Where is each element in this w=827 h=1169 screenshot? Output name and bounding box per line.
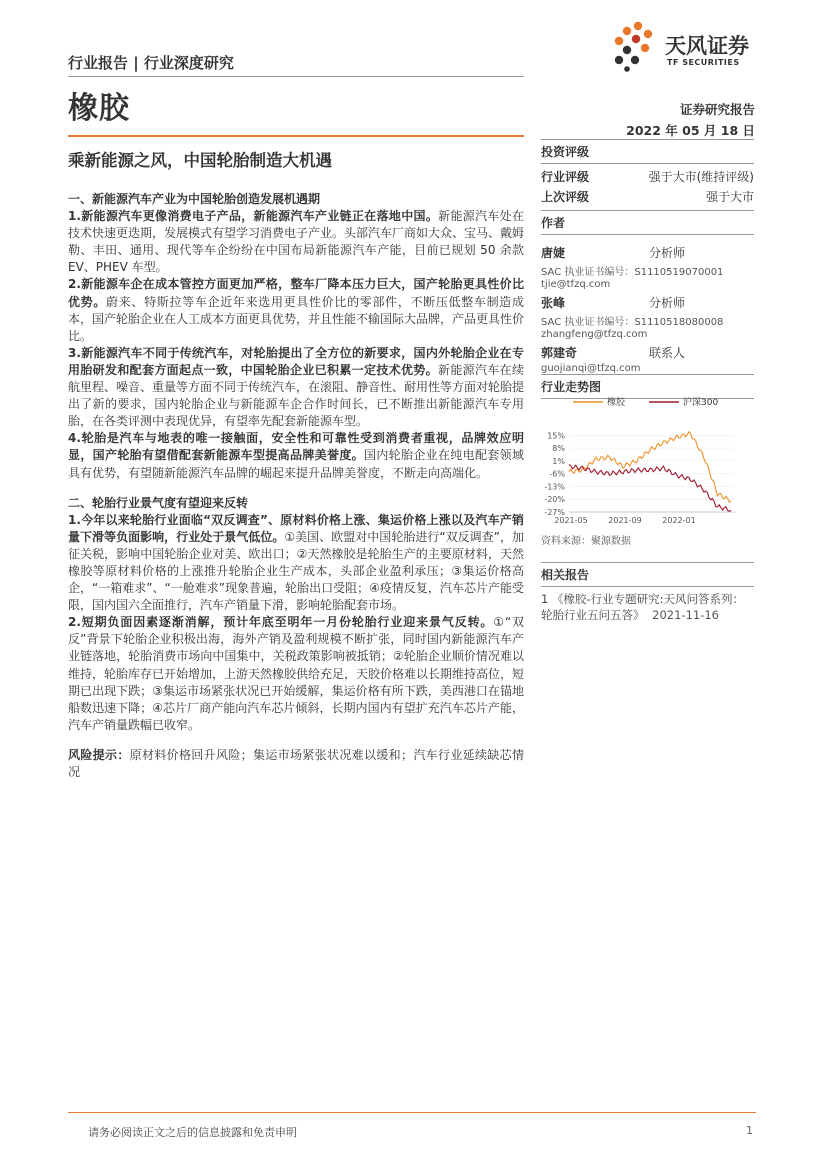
paragraph (68, 208, 524, 276)
industry-rating-row (541, 168, 754, 185)
related-report-date: 2021-11-16 (652, 608, 719, 622)
page-title: 橡胶 (68, 91, 130, 126)
prev-rating-label: 上次评级 (541, 190, 590, 204)
section-heading: 二、轮胎行业景气度有望迎来反转 (68, 495, 249, 510)
report-type: 行业报告 | 行业深度研究 (68, 54, 234, 72)
author-card (541, 344, 754, 374)
author-card (541, 294, 754, 340)
paragraph (68, 614, 524, 734)
author-email[interactable]: zhangfeng@tfzq.com (541, 329, 648, 340)
paragraph-text: 新能源汽车处在技术快速更迭期，发展模式有望学习消费电子产业。头部汽车厂商如大众、宝马、戴姆勒、丰田、通用、现代等车企纷纷在中国布局新能源汽车产能，目前已规划 50 余款 EV、PHEV 车型。 (68, 209, 525, 275)
related-report-title: 1 《橡胶-行业专题研究:天风问答系列：轮胎行业五问五答》 (541, 592, 744, 622)
main-body (68, 191, 524, 781)
paragraph-lead: 2.短期负面因素逐渐消解，预计年底至明年一月份轮胎行业迎来景气反转。 (68, 615, 494, 630)
x-tick-label: 2021-05 (554, 516, 588, 525)
author-role: 联系人 (649, 346, 686, 360)
paragraph-lead: 3.新能源汽车不同于传统汽车，对轮胎提出了全方位的新要求，国内外轮胎企业在专用胎研发和配套方面起点一致，中国轮胎企业已积累一定技术优势。 (68, 345, 524, 377)
y-tick-label: -27% (544, 508, 565, 517)
paragraph-lead: 1.新能源汽车更像消费电子产品，新能源汽车产业链正在落地中国。 (68, 209, 439, 224)
logo-text: 天风证券 (665, 34, 749, 58)
related-report-link[interactable] (541, 591, 754, 623)
report-subtitle: 乘新能源之风，中国轮胎制造大机遇 (68, 151, 332, 170)
x-tick-label: 2022-01 (662, 516, 696, 525)
related-section (541, 562, 754, 623)
logo-mark-icon (610, 20, 660, 72)
authors-section (541, 210, 754, 374)
risk-text: 原材料价格回升风险；集运市场紧张状况难以缓和；汽车行业延续缺芯情况 (68, 747, 524, 779)
footer-divider (68, 1112, 756, 1113)
industry-rating-value: 强于大市(维持评级) (648, 170, 754, 184)
title-accent-bar (68, 135, 524, 137)
y-tick-label: -13% (544, 482, 565, 492)
series-line-1 (569, 465, 731, 512)
author-email[interactable]: tjie@tfzq.com (541, 279, 611, 290)
x-tick-label: 2021-09 (608, 516, 642, 525)
author-card (541, 244, 754, 290)
chart-source: 资料来源：聚源数据 (541, 536, 631, 547)
author-email[interactable]: guojianqi@tfzq.com (541, 363, 641, 374)
y-tick-label: 15% (547, 431, 565, 441)
paragraph-text: 新能源汽车在续航里程、噪音、重量等方面不同于传统汽车，在滚阻、静音性、耐用性等方面对轮胎提出了新的要求，国内轮胎企业与新能源车企合作时间长，已不断推出新能源汽车专用胎，在各类评测中表现优异，有望率先配套新能源车型。 (68, 362, 525, 429)
legend-label: 橡胶 (607, 398, 626, 408)
sidebar (541, 139, 754, 205)
footer-disclaimer[interactable]: 请务必阅读正文之后的信息披露和免责申明 (88, 1126, 297, 1139)
paragraph (68, 345, 524, 430)
section-heading: 一、新能源汽车产业为中国轮胎创造发展机遇期 (68, 192, 321, 206)
paragraph (68, 276, 524, 344)
related-heading: 相关报告 (541, 568, 590, 582)
trend-heading: 行业走势图 (541, 380, 602, 394)
paragraph-lead: 4.轮胎是汽车与地表的唯一接触面，安全性和可靠性受到消费者重视，品牌效应明显，国产轮胎有望借配套新能源车型提高品牌美誉度。 (68, 431, 524, 463)
author-name: 唐婕 (541, 246, 566, 260)
prev-rating-value: 强于大市 (705, 190, 754, 204)
page-number: 1 (746, 1124, 753, 1137)
paragraph-text: 国内轮胎企业在纯电配套领域具有优势，有望随新能源汽车品牌的崛起来提升品牌美誉度，不断走向高端化。 (68, 448, 524, 480)
author-role: 分析师 (649, 296, 686, 310)
paragraph (68, 512, 524, 615)
trend-chart (541, 392, 754, 530)
author-role: 分析师 (649, 246, 686, 260)
legend-label: 沪深300 (683, 398, 719, 408)
y-tick-label: -6% (549, 469, 565, 479)
rating-heading: 投资评级 (541, 145, 590, 159)
paragraph (68, 430, 524, 481)
paragraph-lead: 1.今年以来轮胎行业面临“双反调查”、原材料价格上涨、集运价格上涨以及汽车产销量下滑等负面影响，行业处于景气低位。 (68, 512, 524, 544)
header-divider (68, 76, 524, 77)
y-tick-label: 8% (552, 444, 565, 454)
y-tick-label: -20% (544, 495, 565, 505)
report-date: 2022 年 05 月 18 日 (626, 123, 755, 138)
author-name: 郭建奇 (541, 346, 578, 360)
risk-label: 风险提示： (68, 747, 130, 762)
paragraph-lead: 2.新能源车企在成本管控方面更加严格，整车厂降本压力巨大，国产轮胎更具性价比优势。 (68, 277, 524, 309)
logo (610, 18, 760, 74)
paragraph-text: ①美国、欧盟对中国轮胎进行“双反调查”，加征关税，影响中国轮胎企业对美、欧出口；②天然橡胶是轮胎生产的主要原材料，天然橡胶等原材料价格的上涨推升轮胎企业生产成本，头部企业盈利承压；③集运价格高企，“一箱难求”、“一舱难求”现象普遍，轮胎出口受阻；④疫情反复，汽车芯片产能受限，国内国六全面推行，汽车产销量下滑，影响轮胎配套市场。 (68, 529, 524, 613)
industry-rating-label: 行业评级 (541, 170, 590, 184)
author-name: 张峰 (541, 296, 566, 310)
paragraph-text: 蔚来、特斯拉等车企近年来选用更具性价比的零部件，不断压低整车制造成本，国产轮胎企业在人工成本方面更具优势，并且性能不输国际大品牌，产品更具性价比。 (68, 294, 525, 343)
prev-rating-row (541, 188, 754, 205)
author-sac: SAC 执业证书编号：S1110519070001 (541, 267, 724, 278)
logo-subtext: TF SECURITIES (667, 58, 740, 67)
y-tick-label: 1% (552, 456, 565, 466)
authors-heading: 作者 (541, 216, 566, 230)
report-kind: 证券研究报告 (679, 102, 755, 117)
author-sac: SAC 执业证书编号：S1110518080008 (541, 317, 724, 328)
risk-note (68, 747, 524, 781)
paragraph-text: ①“双反”背景下轮胎企业积极出海，海外产销及盈利规模不断扩张，同时国内新能源汽车产业链落地，轮胎消费市场向中国集中，关税政策影响被抵销；②轮胎企业顺价情况难以维持，轮胎库存已开始增加，上游天然橡胶供给充足，天胶价格难以长期维持高位，短期已出现下跌；③集运市场紧张状况已开始缓解，集运价格有所下跌，美西港口在锚地船数迅速下降；④芯片厂商产能向汽车芯片倾斜，长期内国内有望扩充汽车芯片产能，汽车产销量跌幅已收窄。 (68, 615, 525, 732)
